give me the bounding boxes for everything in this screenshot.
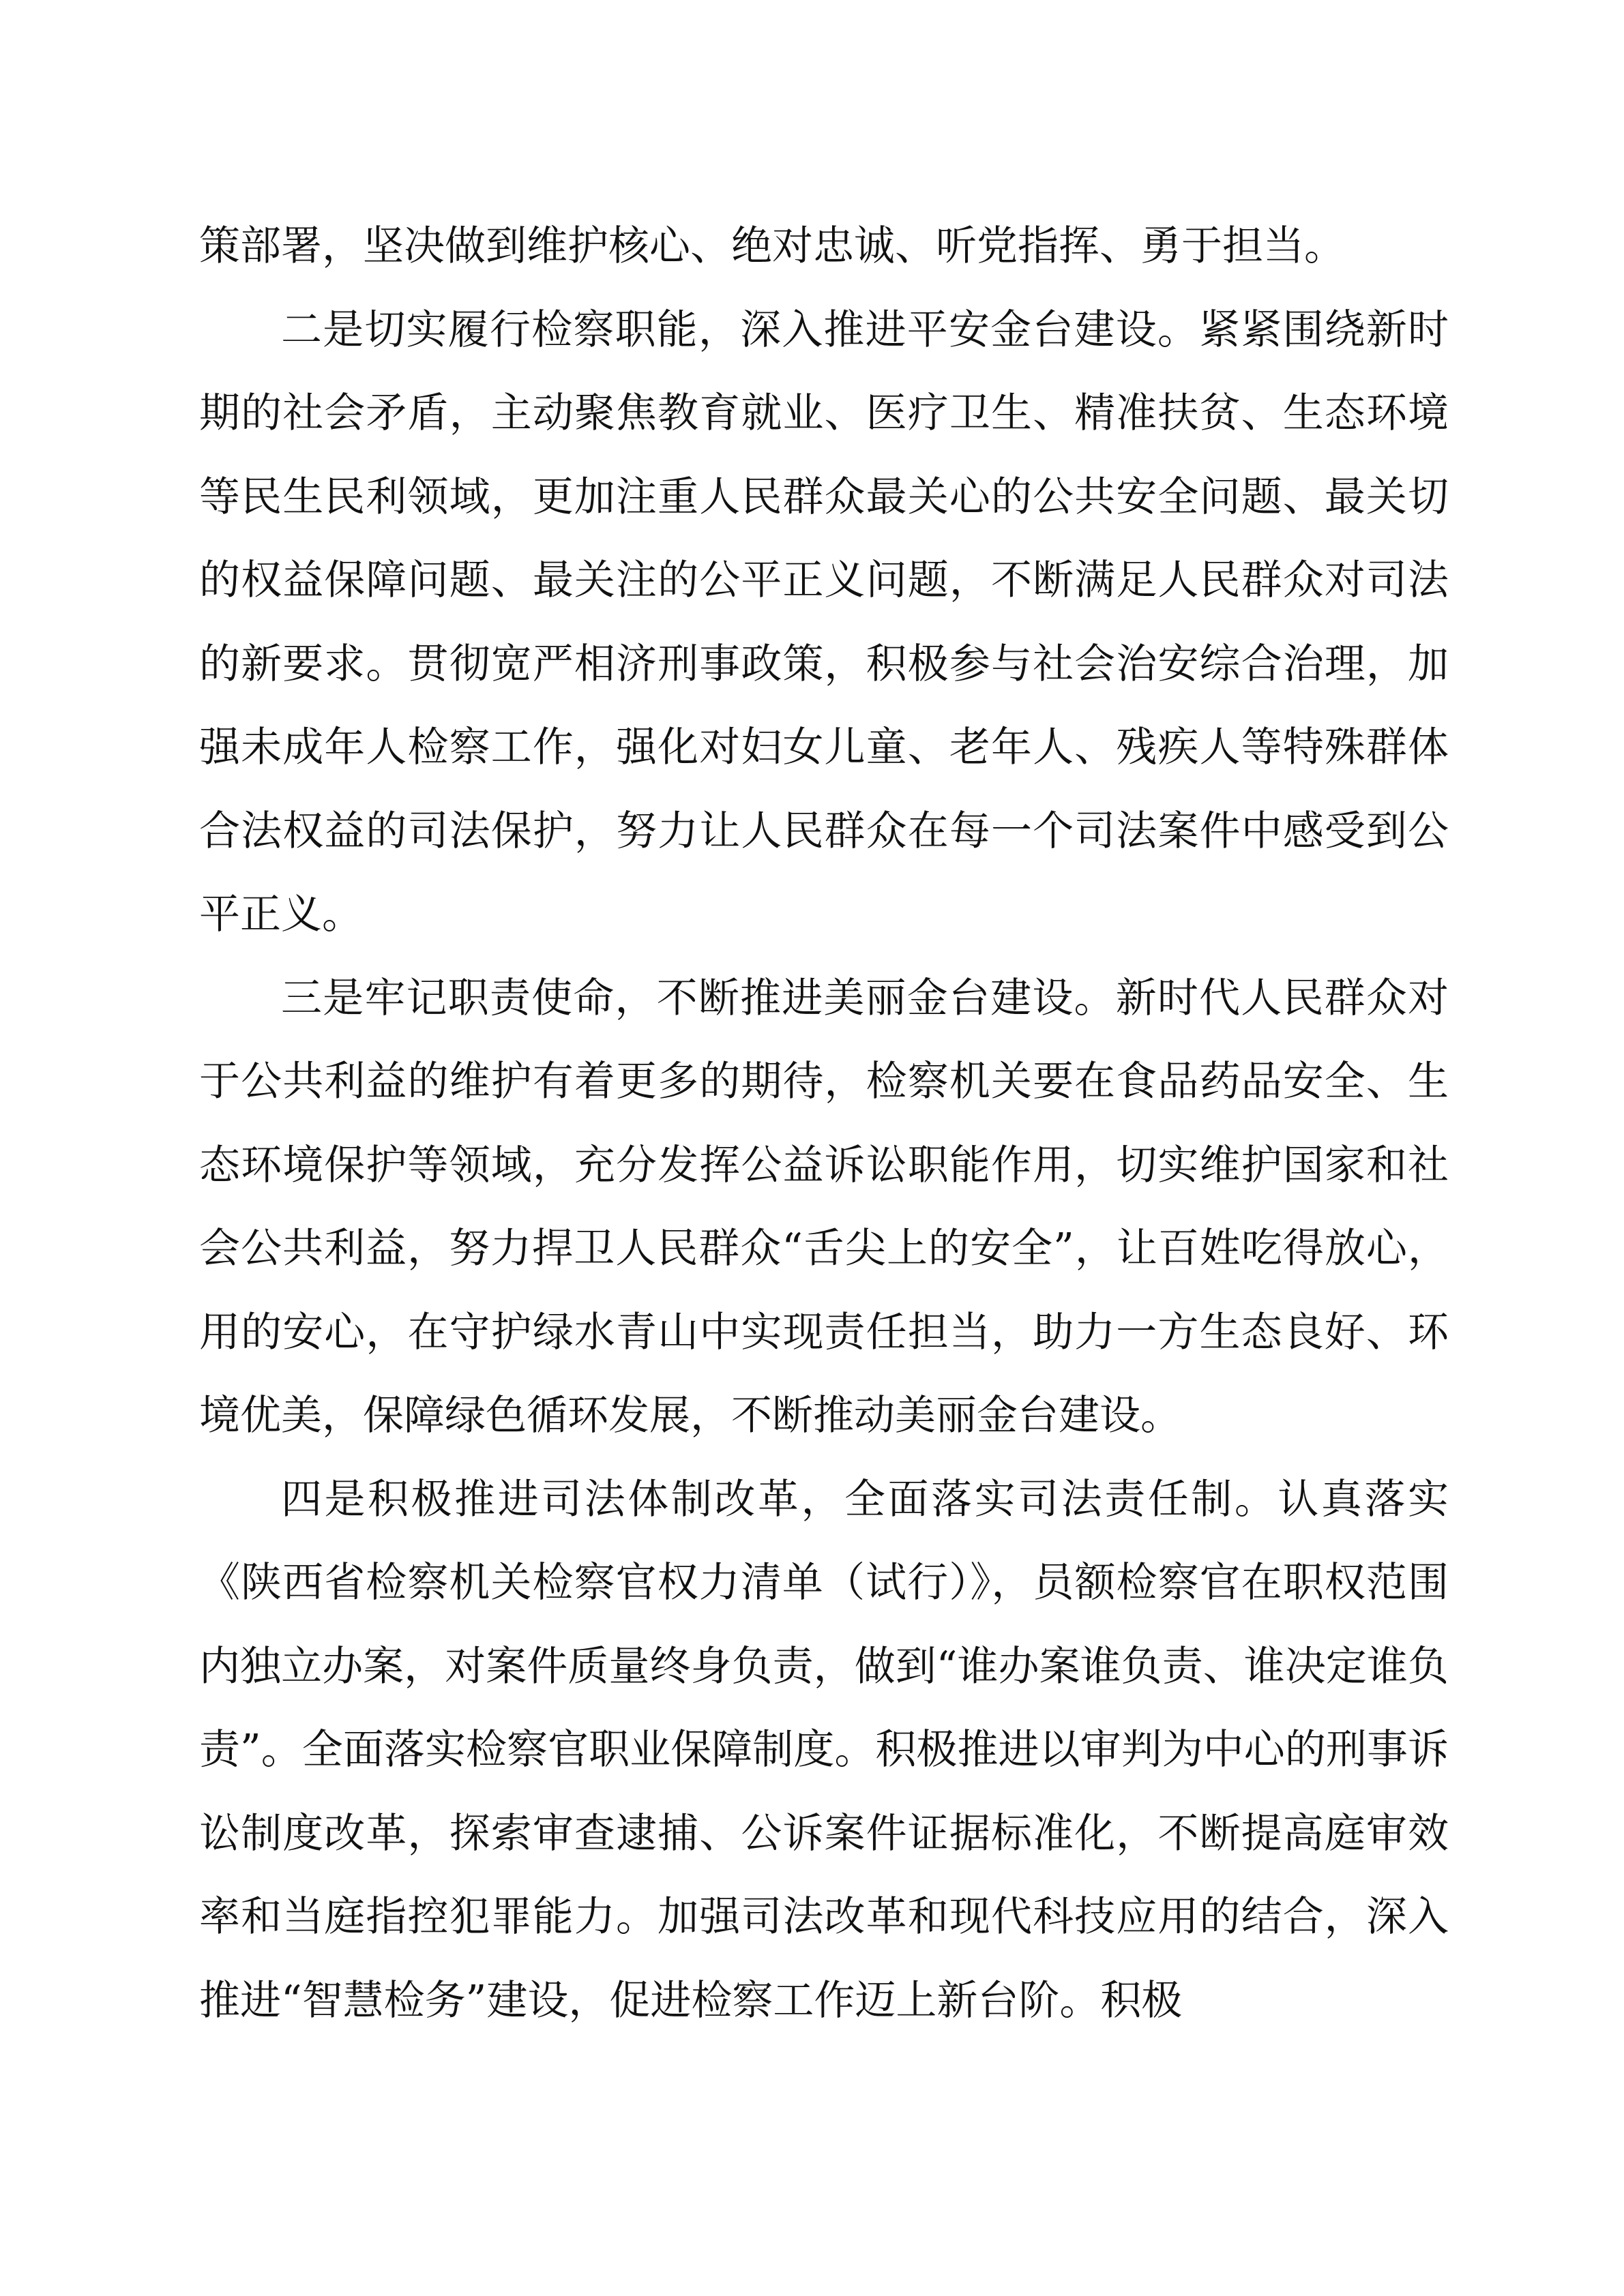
paragraph-beautiful-jintai: 三是牢记职责使命，不断推进美丽金台建设。新时代人民群众对于公共利益的维护有着更多的期待，检察机关要在食品药品安全、生态环境保护等领域，充分发挥公益诉讼职能作用，切实维护国家和社会公共利益，努力捍卫人民群众“舌尖上的安全”，让百姓吃得放心，用的安心，在守护绿水青山中实现责任担当，助力一方生态良好、环境优美，保障绿色循环发展，不断推动美丽金台建设。 bbox=[199, 974, 1449, 1440]
paragraph-procuratorial-duties: 二是切实履行检察职能，深入推进平安金台建设。紧紧围绕新时期的社会矛盾，主动聚焦教育就业、医疗卫生、精准扶贫、生态环境等民生民利领域，更加注重人民群众最关心的公共安全问题、最关切的权益保障问题、最关注的公平正义问题，不断满足人民群众对司法的新要求。贯彻宽严相济刑事政策，积极参与社会治安综合治理，加强未成年人检察工作，强化对妇女儿童、老年人、残疾人等特殊群体合法权益的司法保护，努力让人民群众在每一个司法案件中感受到公平正义。 bbox=[199, 305, 1449, 938]
paragraph-judicial-reform: 四是积极推进司法体制改革，全面落实司法责任制。认真落实《陕西省检察机关检察官权力清单（试行）》，员额检察官在职权范围内独立办案，对案件质量终身负责，做到“谁办案谁负责、谁决定谁负责”。全面落实检察官职业保障制度。积极推进以审判为中心的刑事诉讼制度改革，探索审查逮捕、公诉案件证据标准化，不断提高庭审效率和当庭指控犯罪能力。加强司法改革和现代科技应用的结合，深入推进“智慧检务”建设，促进检察工作迈上新台阶。积极 bbox=[199, 1475, 1449, 2025]
body-text bbox=[199, 205, 1449, 2042]
paragraph-continuation: 策部署，坚决做到维护核心、绝对忠诚、听党指挥、勇于担当。 bbox=[199, 222, 1345, 270]
